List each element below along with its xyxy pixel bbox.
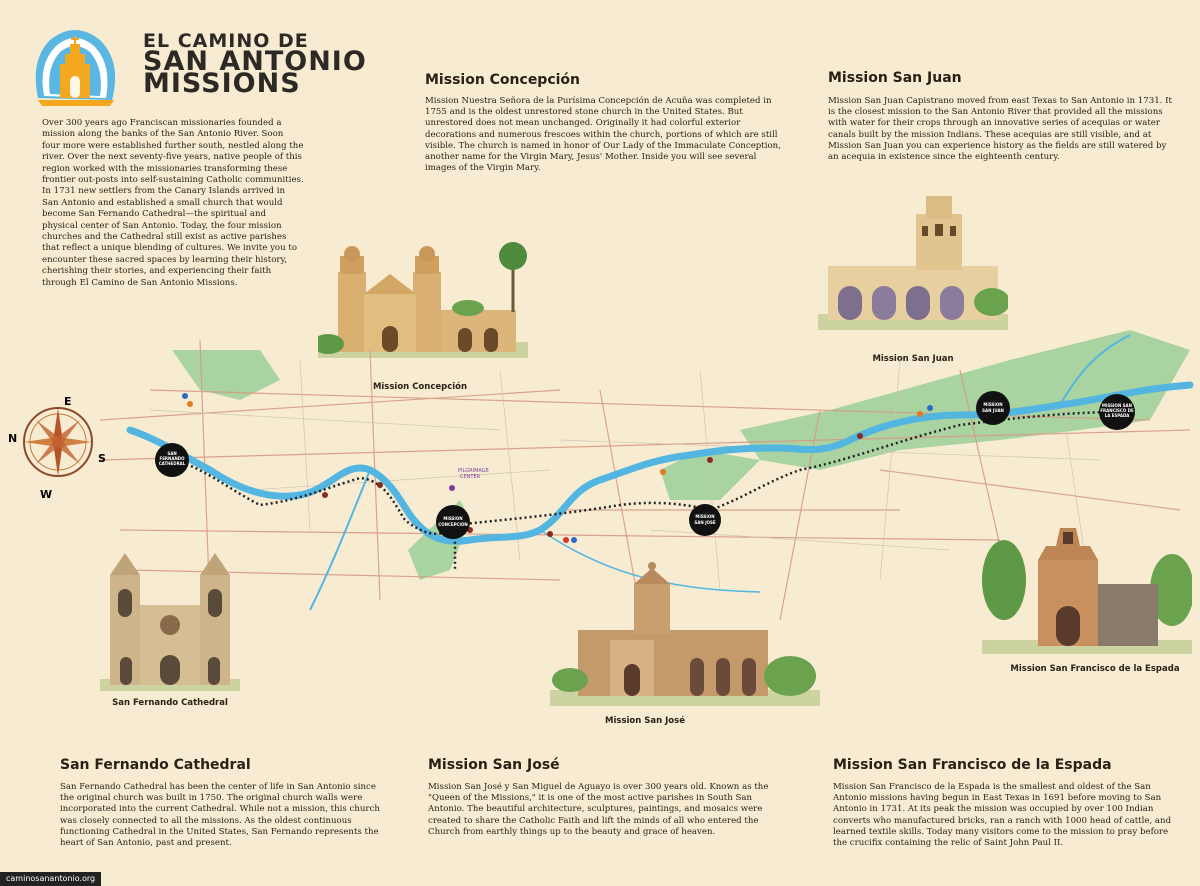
jose-heading: Mission San José bbox=[428, 757, 560, 773]
marker-sanjuan-line1: MISSION bbox=[983, 402, 1003, 407]
intro-text bbox=[42, 118, 304, 289]
espada-caption: Mission San Francisco de la Espada bbox=[1010, 664, 1180, 674]
marker-san-jose bbox=[689, 504, 721, 536]
marker-espada-line3: LA ESPADA bbox=[1104, 413, 1130, 418]
concepcion-text: Mission Nuestra Señora de la Purísima Concepción de Acuña was completed in 1755 and is the oldest unrestored stone church in the United States. But unrestored does not mean unchanged. Originally it had colorful exterior decorations and numerous frescoes within the church, portions of which are still visible. The church is named in honor of Our Lady of the Immaculate Conception, another name for the Virgin Mary, Jesus' Mother. Inside you will see several images of the Virgin Mary. bbox=[425, 96, 781, 174]
logo-title-line3: MISSIONS bbox=[143, 68, 301, 99]
website-footer-link[interactable]: caminosanantonio.org bbox=[0, 872, 101, 886]
marker-concepcion-line1: MISSION bbox=[443, 516, 463, 521]
concepcion-heading: Mission Concepción bbox=[425, 72, 581, 88]
sanjuan-heading: Mission San Juan bbox=[828, 70, 962, 86]
marker-concepcion bbox=[436, 505, 470, 539]
marker-jose-line1: MISSION bbox=[695, 514, 715, 519]
fernando-illustration bbox=[100, 545, 240, 693]
marker-san-juan bbox=[976, 391, 1010, 425]
marker-espada bbox=[1099, 394, 1135, 430]
espada-heading: Mission San Francisco de la Espada bbox=[833, 757, 1112, 773]
compass-label-e: E bbox=[64, 395, 72, 408]
marker-jose-line2: SAN JOSÉ bbox=[694, 520, 716, 525]
logo-title-line2: SAN ANTONIO bbox=[143, 46, 367, 77]
logo-title-line1: EL CAMINO DE bbox=[143, 30, 309, 52]
fernando-heading: San Fernando Cathedral bbox=[60, 757, 251, 773]
concepcion-caption: Mission Concepción bbox=[372, 382, 468, 392]
fernando-caption: San Fernando Cathedral bbox=[112, 698, 228, 708]
pilgrimage-center-icon bbox=[449, 485, 455, 491]
intro-paragraph-2: In 1731 new settlers from the Canary Islands arrived in San Antonio and established a small church that would become San Fernando Cathedral—the spiritual and physical center of San Antonio. Today, the four mission churches and the Cathedral still exist as active parishes that reflect a unique blending of cultures. We invite you to encounter these sacred spaces by learning their history, cherishing their stories, and experiencing their faith through El Camino de San Antonio Missions. bbox=[42, 186, 297, 288]
sanjuan-caption: Mission San Juan bbox=[872, 354, 954, 364]
pilgrimage-label-line1: PILGRIMAGE bbox=[458, 468, 489, 474]
espada-illustration bbox=[982, 510, 1192, 658]
sanjuan-text: Mission San Juan Capistrano moved from east Texas to San Antonio in 1731. It is the closest mission to the San Antonio River that provided all the missions with water for their crops through an innovative series of acequias or water canals built by the mission Indians. These acequias are still visible, and at Mission San Juan you can experience history as the fields are still watered by an acequia in existence since the eighteenth century. bbox=[828, 96, 1172, 163]
marker-san-fernando bbox=[155, 443, 189, 477]
marker-sanjuan-line2: SAN JUAN bbox=[982, 408, 1004, 413]
marker-espada-line1: MISSION SAN bbox=[1101, 403, 1133, 408]
compass-rose-icon bbox=[24, 408, 92, 476]
compass-label-s: S bbox=[98, 452, 106, 465]
jose-illustration bbox=[550, 560, 820, 710]
marker-fernando-line3: CATHEDRAL bbox=[158, 461, 186, 466]
marker-fernando-line2: FERNANDO bbox=[159, 456, 185, 461]
marker-fernando-line1: SAN bbox=[167, 451, 177, 456]
espada-text: Mission San Francisco de la Espada is the smallest and oldest of the San Antonio missions having begun in East Texas in 1691 before moving to San Antonio in 1731. At its peak the mission was occupied by over 100 Indian converts who manufactured bricks, ran a ranch with 1000 head of cattle, and learned textile skills. Today many visitors come to the mission to pray before the crucifix containing the relic of Saint John Paul II. bbox=[833, 782, 1172, 849]
marker-espada-line2: FRANCISCO DE bbox=[1100, 408, 1134, 413]
jose-text: Mission San José y San Miguel de Aguayo is over 300 years old. Known as the "Queen of the Missions," it is one of the most active parishes in South San Antonio. The beautiful architecture, sculptures, paintings, and mosaics were created to share the Catholic Faith and lift the minds of all who entered the Church from earthly things up to the beauty and grace of heaven. bbox=[428, 782, 769, 837]
sanjuan-illustration bbox=[818, 188, 1008, 338]
compass-label-n: N bbox=[8, 432, 18, 445]
intro-paragraph-1: Over 300 years ago Franciscan missionaries founded a mission along the banks of the San Antonio River. Soon four more were established further south, nestled along the river. Over the next seventy-five years, native people of this region worked with the missionaries transforming these frontier out-posts into self-sustaining Catholic communities. bbox=[42, 118, 304, 186]
fernando-text: San Fernando Cathedral has been the center of life in San Antonio since the original church was built in 1750. The original church walls were incorporated into the current Cathedral. While not a mission, this church was closely connected to all the missions. As the oldest continuous functioning Cathedral in the United States, San Fernando represents the heart of San Antonio, past and present. bbox=[60, 782, 380, 849]
marker-concepcion-line2: CONCEPCIÓN bbox=[438, 522, 468, 527]
jose-caption: Mission San José bbox=[605, 716, 685, 726]
pilgrimage-label-line2: CENTER bbox=[460, 474, 481, 480]
compass-label-w: W bbox=[40, 488, 53, 501]
